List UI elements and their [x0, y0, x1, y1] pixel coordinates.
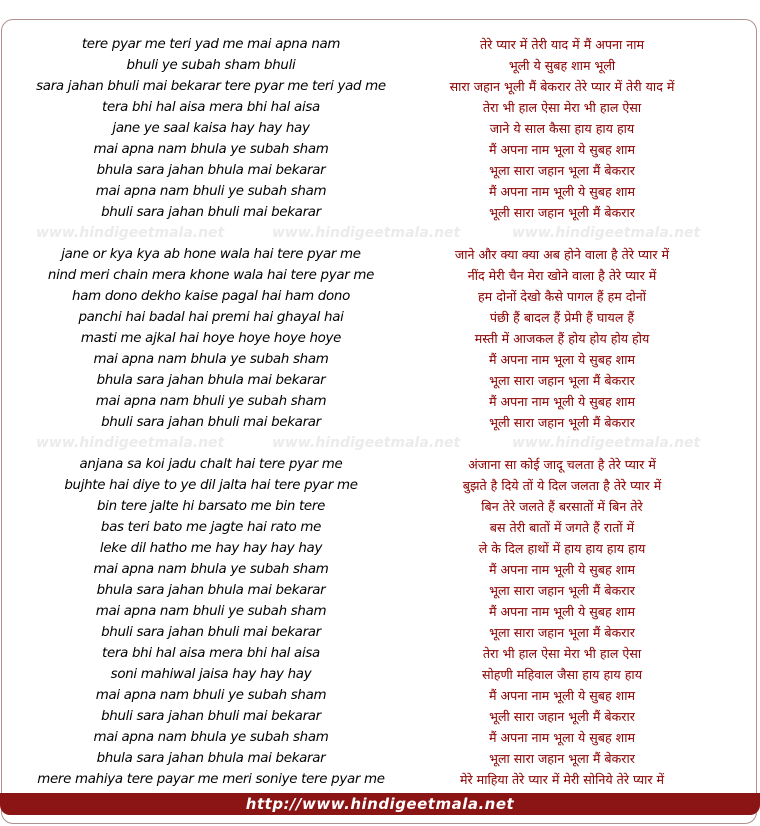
lyric-roman: bhula sara jahan bhula mai bekarar	[96, 373, 326, 388]
lyric-line	[0, 391, 760, 412]
lyric-devanagari: बुझते है दिये तों ये दिल जलता है तेरे प्यार में	[462, 478, 662, 493]
lyric-roman: panchi hai badal hai premi hai ghayal hai	[78, 310, 344, 325]
lyric-line	[0, 454, 760, 475]
footer	[0, 793, 760, 826]
lyric-roman: mere mahiya tere payar me meri soniye tere pyar me	[37, 772, 385, 787]
watermark-row	[0, 223, 760, 244]
lyric-line	[0, 643, 760, 664]
lyric-devanagari: मैं अपना नाम भूली ये सुबह शाम	[488, 688, 636, 703]
watermark-text: www.hindigeetmala.net	[272, 435, 461, 451]
lyric-roman: sara jahan bhuli mai bekarar tere pyar me teri yad me	[36, 79, 386, 94]
lyric-devanagari: भूली सारा जहान भूली मैं बेकरार	[489, 205, 635, 220]
lyric-line	[0, 76, 760, 97]
lyric-devanagari: मैं अपना नाम भूली ये सुबह शाम	[488, 604, 636, 619]
lyric-line	[0, 517, 760, 538]
lyric-roman: masti me ajkal hai hoye hoye hoye hoye	[80, 331, 342, 346]
lyric-devanagari: भूली ये सुबह शाम भूली	[508, 58, 616, 73]
lyric-roman: jane or kya kya ab hone wala hai tere pyar me	[61, 247, 361, 262]
lyric-line	[0, 685, 760, 706]
watermark-text: www.hindigeetmala.net	[272, 225, 461, 241]
lyric-devanagari: मस्ती में आजकल हैं होय होय होय होय	[474, 331, 650, 346]
lyric-devanagari: मेरे माहिया तेरे प्यार में मेरी सोनिये तेरे प्यार में	[459, 772, 665, 787]
lyric-roman: nind meri chain mera khone wala hai tere pyar me	[47, 268, 375, 283]
lyric-roman: tera bhi hal aisa mera bhi hal aisa	[102, 100, 320, 115]
lyric-roman: bin tere jalte hi barsato me bin tere	[96, 499, 326, 514]
lyric-devanagari: हम दोनों देखो कैसे पागल हैं हम दोनों	[477, 289, 647, 304]
lyric-roman: bhuli ye subah sham bhuli	[126, 58, 296, 73]
lyric-line	[0, 160, 760, 181]
watermark-row	[0, 433, 760, 454]
lyric-devanagari: तेरा भी हाल ऐसा मेरा भी हाल ऐसा	[482, 646, 642, 661]
lyric-line	[0, 118, 760, 139]
lyric-roman: bhula sara jahan bhula mai bekarar	[96, 163, 326, 178]
lyric-line	[0, 202, 760, 223]
lyric-devanagari: सारा जहान भूली मैं बेकरार तेरे प्यार में तेरी याद में	[449, 79, 675, 94]
watermark-text: www.hindigeetmala.net	[36, 435, 225, 451]
lyric-devanagari: अंजाना सा कोई जादू चलता है तेरे प्यार में	[468, 457, 656, 472]
lyric-line	[0, 286, 760, 307]
lyric-line	[0, 580, 760, 601]
lyric-roman: mai apna nam bhula ye subah sham	[93, 730, 329, 745]
lyric-roman: soni mahiwal jaisa hay hay hay	[110, 667, 312, 682]
watermark-text: www.hindigeetmala.net	[512, 435, 701, 451]
verse-separator	[0, 223, 760, 244]
lyric-devanagari: भूली सारा जहान भूली मैं बेकरार	[489, 709, 635, 724]
lyric-devanagari: नींद मेरी चैन मेरा खोने वाला है तेरे प्यार में	[467, 268, 657, 283]
lyric-devanagari: जाने ये साल कैसा हाय हाय हाय	[489, 121, 635, 136]
lyric-devanagari: भूला सारा जहान भूला मैं बेकरार	[489, 373, 635, 388]
lyric-line	[0, 727, 760, 748]
lyric-roman: mai apna nam bhula ye subah sham	[93, 562, 329, 577]
lyric-roman: bhula sara jahan bhula mai bekarar	[96, 583, 326, 598]
lyric-roman: bhuli sara jahan bhuli mai bekarar	[101, 709, 321, 724]
lyric-line	[0, 265, 760, 286]
lyric-roman: bhuli sara jahan bhuli mai bekarar	[101, 625, 321, 640]
lyric-line	[0, 328, 760, 349]
lyric-devanagari: ले के दिल हाथों में हाय हाय हाय हाय	[478, 541, 646, 556]
lyric-devanagari: तेरे प्यार में तेरी याद में मैं अपना नाम	[479, 37, 645, 52]
lyric-roman: anjana sa koi jadu chalt hai tere pyar me	[79, 457, 343, 472]
lyric-devanagari: पंछी हैं बादल हैं प्रेमी हैं घायल हैं	[489, 310, 635, 325]
lyric-roman: mai apna nam bhuli ye subah sham	[95, 184, 327, 199]
lyric-devanagari: बिन तेरे जलते हैं बरसातों में बिन तेरे	[481, 499, 643, 514]
lyric-devanagari: भूला सारा जहान भूला मैं बेकरार	[489, 751, 635, 766]
lyric-line	[0, 412, 760, 433]
lyric-roman: bhula sara jahan bhula mai bekarar	[96, 751, 326, 766]
lyric-roman: leke dil hatho me hay hay hay hay	[99, 541, 323, 556]
lyric-devanagari: जाने और क्या क्या अब होने वाला है तेरे प्यार में	[454, 247, 670, 262]
lyrics-body	[0, 34, 760, 790]
verse-separator	[0, 433, 760, 454]
lyric-roman: bhuli sara jahan bhuli mai bekarar	[101, 415, 321, 430]
lyric-line	[0, 664, 760, 685]
watermark-text: www.hindigeetmala.net	[36, 225, 225, 241]
lyric-line	[0, 55, 760, 76]
lyric-roman: ham dono dekho kaise pagal hai ham dono	[72, 289, 350, 304]
lyric-line	[0, 97, 760, 118]
lyric-devanagari: भूला सारा जहान भूला मैं बेकरार	[489, 625, 635, 640]
lyric-line	[0, 706, 760, 727]
lyric-line	[0, 559, 760, 580]
lyric-line	[0, 181, 760, 202]
lyric-roman: jane ye saal kaisa hay hay hay	[112, 121, 310, 136]
lyric-devanagari: मैं अपना नाम भूला ये सुबह शाम	[488, 352, 636, 367]
lyric-line	[0, 496, 760, 517]
lyric-devanagari: भूला सारा जहान भूला मैं बेकरार	[489, 163, 635, 178]
lyric-line	[0, 139, 760, 160]
watermark-text: www.hindigeetmala.net	[512, 225, 701, 241]
lyric-devanagari: तेरा भी हाल ऐसा मेरा भी हाल ऐसा	[482, 100, 642, 115]
lyric-line	[0, 349, 760, 370]
lyric-line	[0, 34, 760, 55]
lyric-roman: mai apna nam bhula ye subah sham	[93, 142, 329, 157]
lyric-line	[0, 748, 760, 769]
lyric-line	[0, 244, 760, 265]
lyric-roman: mai apna nam bhuli ye subah sham	[95, 688, 327, 703]
lyric-roman: mai apna nam bhuli ye subah sham	[95, 394, 327, 409]
lyric-line	[0, 538, 760, 559]
lyric-devanagari: भूली सारा जहान भूली मैं बेकरार	[489, 415, 635, 430]
lyric-line	[0, 601, 760, 622]
lyric-line	[0, 769, 760, 790]
lyric-roman: mai apna nam bhuli ye subah sham	[95, 604, 327, 619]
lyric-devanagari: सोहणी महिवाल जैसा हाय हाय हाय	[481, 667, 642, 682]
lyric-devanagari: बस तेरी बातों में जगते हैं रातों में	[489, 520, 635, 535]
lyric-devanagari: मैं अपना नाम भूली ये सुबह शाम	[488, 394, 636, 409]
lyric-roman: bas teri bato me jagte hai rato me	[100, 520, 322, 535]
lyric-roman: mai apna nam bhula ye subah sham	[93, 352, 329, 367]
lyric-roman: tera bhi hal aisa mera bhi hal aisa	[102, 646, 320, 661]
lyric-line	[0, 370, 760, 391]
lyric-devanagari: मैं अपना नाम भूली ये सुबह शाम	[488, 184, 636, 199]
lyric-devanagari: मैं अपना नाम भूली ये सुबह शाम	[488, 562, 636, 577]
footer-url-link[interactable]: http://www.hindigeetmala.net	[0, 793, 760, 815]
lyric-roman: tere pyar me teri yad me mai apna nam	[81, 37, 341, 52]
lyric-devanagari: मैं अपना नाम भूला ये सुबह शाम	[488, 730, 636, 745]
lyric-devanagari: मैं अपना नाम भूला ये सुबह शाम	[488, 142, 636, 157]
lyric-roman: bhuli sara jahan bhuli mai bekarar	[101, 205, 321, 220]
lyric-roman: bujhte hai diye to ye dil jalta hai tere pyar me	[64, 478, 358, 493]
lyric-line	[0, 475, 760, 496]
lyric-devanagari: भूला सारा जहान भूली मैं बेकरार	[489, 583, 635, 598]
lyric-line	[0, 622, 760, 643]
lyric-line	[0, 307, 760, 328]
